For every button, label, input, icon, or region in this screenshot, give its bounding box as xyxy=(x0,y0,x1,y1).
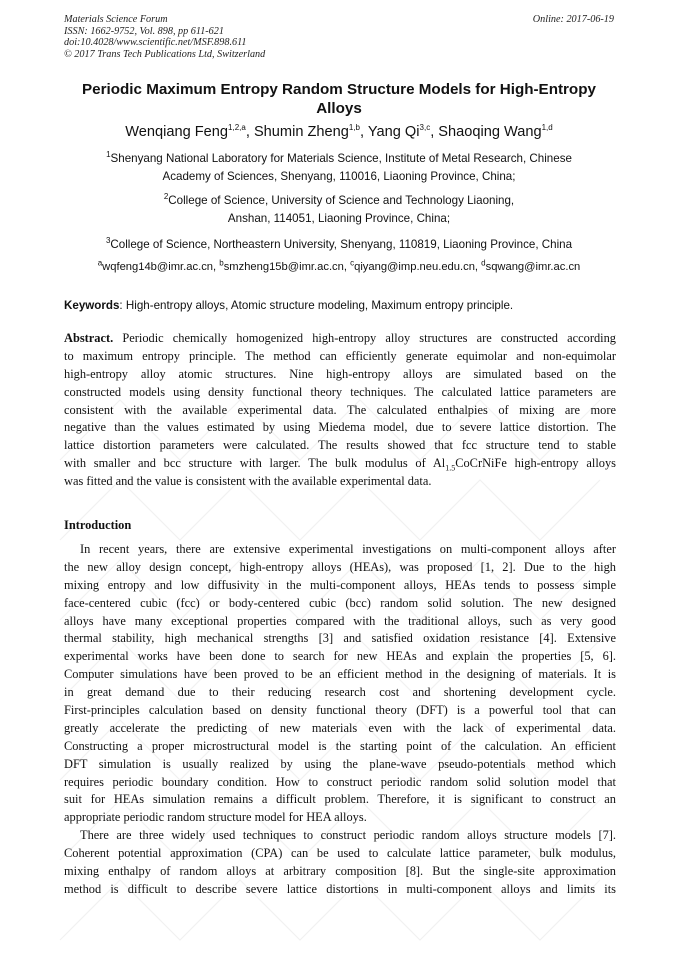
abstract-line: with smaller and bcc structure with larger. The bulk modulus of $Al_{1.5}CoCrNiFe$ high-entropy alloys xyxy=(64,456,616,473)
body-line: greatly accelerate the predicting of new materials even with the lack of experimental data. xyxy=(64,720,616,735)
abstract-line: Abstract. Periodic chemically homogenized high-entropy alloy structures are constructed according xyxy=(64,331,616,345)
title-line-1: Periodic Maximum Entropy Random Structure Models for High-Entropy xyxy=(82,81,596,98)
copyright-line: © 2017 Trans Tech Publications Ltd, Switzerland xyxy=(64,48,266,60)
abstract-line: negative than the values estimated by using Miedema model, due to severe lattice distortion. The xyxy=(64,420,616,435)
abstract-line: high-entropy alloy atomic structures. Nine high-entropy alloys are simulated based on the xyxy=(64,366,616,381)
body-line: appropriate periodic random structure model for HEA alloys. xyxy=(64,810,367,825)
affiliation-marker: 1 xyxy=(106,150,111,160)
body-line: In recent years, there are extensive experimental investigations on multi-component alloys after xyxy=(80,542,616,556)
keywords xyxy=(64,299,616,313)
email-link[interactable]: sqwang@imr.ac.cn xyxy=(485,261,581,273)
email-marker: d xyxy=(481,258,486,268)
body-line: alloys have many exceptional properties compared with the traditional alloys, such as very good xyxy=(64,613,616,628)
body-line: Constructing a proper microstructural model is the starting point of the calculation. An efficient xyxy=(64,738,616,753)
subscript: 1.5 xyxy=(445,463,456,473)
keywords-text: : High-entropy alloys, Atomic structure modeling, Maximum entropy principle. xyxy=(119,299,514,312)
abstract xyxy=(64,330,616,491)
body-line: mixing enthalpy of random alloys at arbitrary composition [8]. But the single-site approximation xyxy=(64,864,616,879)
author-affiliation-marker: 1,d xyxy=(541,123,553,133)
body-line: experimental works have been done to search for new HEAs and explain the properties [5, 6]. xyxy=(64,649,616,664)
email-marker: a xyxy=(97,258,103,268)
body-line: requires periodic boundary condition. How to construct periodic random solid solution model that xyxy=(64,774,616,789)
body-line: DFT simulation is usually realized by using the plane-wave pseudo-potentials method which xyxy=(64,756,616,771)
email-link[interactable]: smzheng15b@imr.ac.cn xyxy=(223,261,344,273)
email-link[interactable]: qiyang@imp.neu.edu.cn xyxy=(354,261,475,273)
body-line: face-centered cubic (fcc) or body-centered cubic (bcc) random solid solution. The new designed xyxy=(64,595,616,610)
body-line: Coherent potential approximation (CPA) can be used to calculate lattice parameter, bulk modulus, xyxy=(64,846,616,861)
affiliation-line: College of Science, University of Science and Technology Liaoning, xyxy=(168,194,515,207)
author-name: Wenqiang Feng xyxy=(125,124,229,140)
journal-header xyxy=(64,14,265,60)
author-name: Yang Qi xyxy=(367,124,420,140)
issn-line: ISSN: 1662-9752, Vol. 898, pp 611-621 xyxy=(64,25,224,37)
online-date: Online: 2017-06-19 xyxy=(532,14,614,25)
abstract-line: was fitted and the value is consistent with the available experimental data. xyxy=(64,474,432,489)
abstract-line: constructed models using density functional theory techniques. The calculated lattice parameters are xyxy=(64,384,616,399)
keywords-label: Keywords xyxy=(64,299,120,312)
affiliation-2 xyxy=(40,192,638,228)
body-line: suit for HEAs simulation remains a difficult problem. Therefore, it is significant to construct an xyxy=(64,792,616,807)
journal-name: Materials Science Forum xyxy=(64,14,168,25)
email-link[interactable]: wqfeng14b@imr.ac.cn xyxy=(102,261,214,273)
introduction-body xyxy=(64,541,616,899)
paper-title xyxy=(40,80,638,118)
affiliation-1 xyxy=(40,150,638,186)
abstract-line: consistent with the available experimental data. The calculated enthalpies of mixing are more xyxy=(64,402,616,417)
author-affiliation-marker: 1,b xyxy=(348,123,360,133)
section-heading-introduction: Introduction xyxy=(64,518,132,532)
affiliation-3 xyxy=(40,236,638,254)
affiliation-line: Anshan, 114051, Liaoning Province, China; xyxy=(227,212,451,225)
body-line: First-principles calculation based on density functional theory (DFT) is a powerful tool that can xyxy=(64,703,616,718)
author-list: Wenqiang Feng$^{1,2,a}$, Shumin Zheng$^{1,b}$, Yang Qi$^{3,c}$, Shaoqing Wang$^{1,d}$ xyxy=(125,123,553,140)
affiliation-marker: 3 xyxy=(105,236,111,246)
affiliation-line: Academy of Sciences, Shenyang, 110016, Liaoning Province, China; xyxy=(162,170,516,183)
affiliation-marker: 2 xyxy=(163,192,169,202)
email-marker: c xyxy=(350,258,355,268)
abstract-line: lattice distortion parameters were calculated. The results showed that fcc structure tend to stable xyxy=(64,438,616,453)
body-line: There are three widely used techniques to construct periodic random alloys structure models [7]. xyxy=(80,828,616,843)
abstract-label: Abstract. xyxy=(64,331,114,345)
abstract-line: to maximum entropy principle. The method can efficiently generate equimolar and non-equimolar xyxy=(64,348,616,363)
body-line: in great demand due to their reducing research cost and shortening development cycle. xyxy=(64,685,616,700)
body-line: method is difficult to describe severe lattice distortions in multi-component alloys and limits its xyxy=(64,881,616,896)
body-line: thermal stability, high mechanical strengths [3] and satisfied oxidation resistance [4]. Extensive xyxy=(64,631,616,646)
author-name: Shaoqing Wang xyxy=(438,124,542,140)
author-affiliation-marker: 1,2,a xyxy=(228,123,246,133)
author-affiliation-marker: 3,c xyxy=(419,123,431,133)
email-marker: b xyxy=(219,258,224,268)
body-line: the new alloy design concept, high-entropy alloys (HEAs), was proposed [1, 2]. Due to the high xyxy=(64,559,616,574)
affiliation-line: College of Science, Northeastern University, Shenyang, 110819, Liaoning Province, China xyxy=(110,238,573,251)
doi-line: doi:10.4028/www.scientific.net/MSF.898.611 xyxy=(64,37,247,49)
affiliation-line: Shenyang National Laboratory for Materials Science, Institute of Metal Research, Chinese xyxy=(110,152,572,165)
body-line: Computer simulations have been proved to be an efficient method in the designing of materials. It is xyxy=(64,667,616,682)
author-emails: $^a$wqfeng14b@imr.ac.cn, $^b$smzheng15b@imr.ac.cn, $^c$qiyang@imp.neu.edu.cn, $^d$sqwang@imr.ac.cn xyxy=(97,258,581,273)
title-line-2: Alloys xyxy=(316,100,362,117)
author-name: Shumin Zheng xyxy=(253,124,349,140)
body-line: mixing entropy and low diffusivity in the multi-component alloys, HEAs tends to possess simple xyxy=(64,577,616,592)
